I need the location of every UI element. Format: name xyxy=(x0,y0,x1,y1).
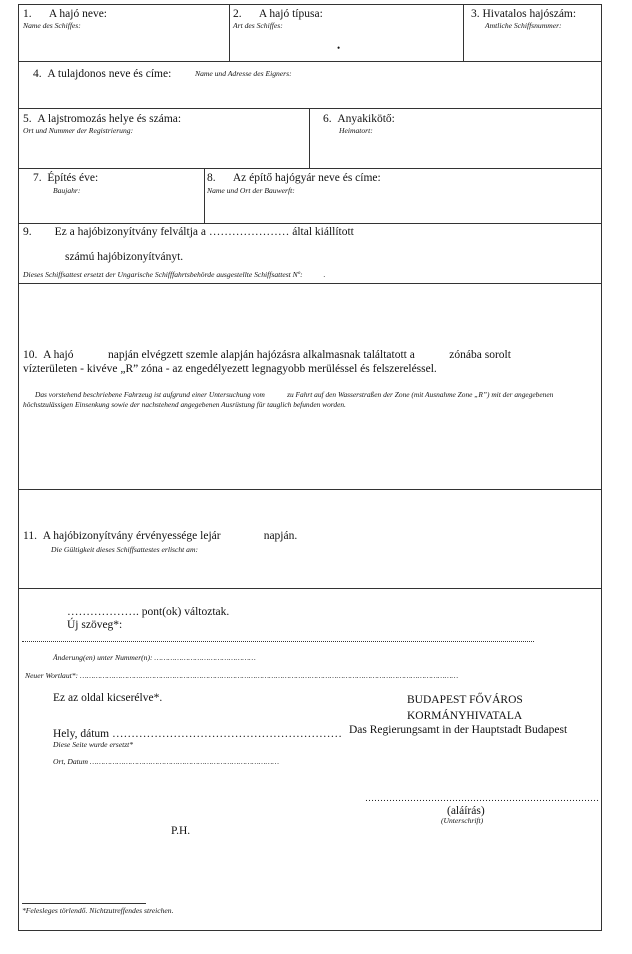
official-number-label-de: Amtliche Schiffsnummer: xyxy=(485,21,562,30)
replaces-certificate-text-2: számú hajóbizonyítványt. xyxy=(65,251,184,263)
validity-text-de: Die Gültigkeit dieses Schiffsattestes erlischt am: xyxy=(51,545,198,554)
registration-label: 5. A lajstromozás helye és száma: xyxy=(23,113,182,125)
page-replaced-text: Ez az oldal kicserélve*. xyxy=(53,692,163,704)
authority-name-2: KORMÁNYHIVATALA xyxy=(407,710,523,722)
authority-name-1: BUDAPEST FŐVÁROS xyxy=(407,694,523,706)
place-date-label: Hely, dátum …………………………………………………… xyxy=(53,728,342,740)
replaces-certificate-text: 9. Ez a hajóbizonyítvány felváltja a ………………… által kiállított xyxy=(23,226,354,238)
certificate-page xyxy=(18,4,602,931)
owner-label-de: Name und Adresse des Eigners: xyxy=(195,69,292,78)
changed-points-text-de: Änderung(en) unter Nummer(n): ……………………………………… xyxy=(53,653,256,662)
signature-line: …………………………………………………………………… xyxy=(365,793,599,803)
inspection-text-de: Das vorstehend beschriebene Fahrzeug ist aufgrund einer Untersuchung vom zu Fahrt auf den Wasserstraßen der Zone (mit Ausnahme Zone „R”) mit der angegebenen höchstzulässigen Einsenkung sowie der nachstehend angegebenen Ausrüstung für tauglich befunden worden. xyxy=(23,390,554,409)
ship-name-label-de: Name des Schiffes: xyxy=(23,21,81,30)
signature-label-de: (Unterschrift) xyxy=(441,816,484,825)
registration-label-de: Ort und Nummer der Registrierung: xyxy=(23,126,134,135)
dotted-line xyxy=(22,641,534,642)
row-divider xyxy=(19,61,601,62)
ship-name-label: 1. A hajó neve: xyxy=(23,8,107,20)
stamp-place-label: P.H. xyxy=(171,825,191,837)
shipyard-label: 8. Az építő hajógyár neve és címe: xyxy=(207,172,381,184)
shipyard-label-de: Name und Ort der Bauwerft: xyxy=(207,186,295,195)
new-text-label-de: Neuer Wortlaut*: …………………………………………………………………………………………………………………………………………………… xyxy=(25,671,459,680)
row-divider xyxy=(19,168,601,169)
signature-label: (aláírás) xyxy=(447,805,485,817)
place-date-label-de: Ort, Datum ………………………………………………………………………… xyxy=(53,757,279,766)
inspection-text: 10. A hajó napján elvégzett szemle alapján hajózásra alkalmasnak találtatott a zónába sorolt xyxy=(23,349,511,361)
bullet-mark: • xyxy=(337,43,341,53)
col-divider xyxy=(463,5,464,61)
authority-name-de: Das Regierungsamt in der Hauptstadt Budapest xyxy=(349,724,568,736)
footnote-rule xyxy=(22,903,146,904)
row-divider xyxy=(19,588,601,589)
build-year-label: 7. Építés éve: xyxy=(33,172,99,184)
row-divider xyxy=(19,489,601,490)
col-divider xyxy=(229,5,230,61)
row-divider xyxy=(19,223,601,224)
footnote: *Felesleges törlendő. Nichtzutreffendes streichen. xyxy=(22,906,174,915)
changed-points-text: ………………. pont(ok) változtak. xyxy=(67,606,230,618)
page-replaced-text-de: Diese Seite wurde ersetzt* xyxy=(53,740,134,749)
build-year-label-de: Baujahr: xyxy=(53,186,81,195)
validity-text: 11. A hajóbizonyítvány érvényessége lejár napján. xyxy=(23,530,298,542)
home-port-label-de: Heimatort: xyxy=(339,126,373,135)
inspection-text-2: vízterületen - kivéve „R” zóna - az engedélyezett legnagyobb merüléssel és felszereléssel. xyxy=(23,363,437,375)
official-number-label: 3. Hivatalos hajószám: xyxy=(471,8,577,20)
ship-type-label: 2. A hajó típusa: xyxy=(233,8,323,20)
new-text-label: Új szöveg*: xyxy=(67,619,123,631)
replaces-certificate-text-de: Dieses Schiffsattest ersetzt der Ungarische Schifffahrtsbehörde ausgestellte Schiffsattest Nº: . xyxy=(23,270,326,279)
owner-label: 4. A tulajdonos neve és címe: xyxy=(33,68,172,80)
home-port-label: 6. Anyakikötő: xyxy=(323,113,395,125)
row-divider xyxy=(19,283,601,284)
ship-type-label-de: Art des Schiffes: xyxy=(233,21,283,30)
row-divider xyxy=(19,108,601,109)
col-divider xyxy=(204,168,205,223)
col-divider xyxy=(309,108,310,168)
